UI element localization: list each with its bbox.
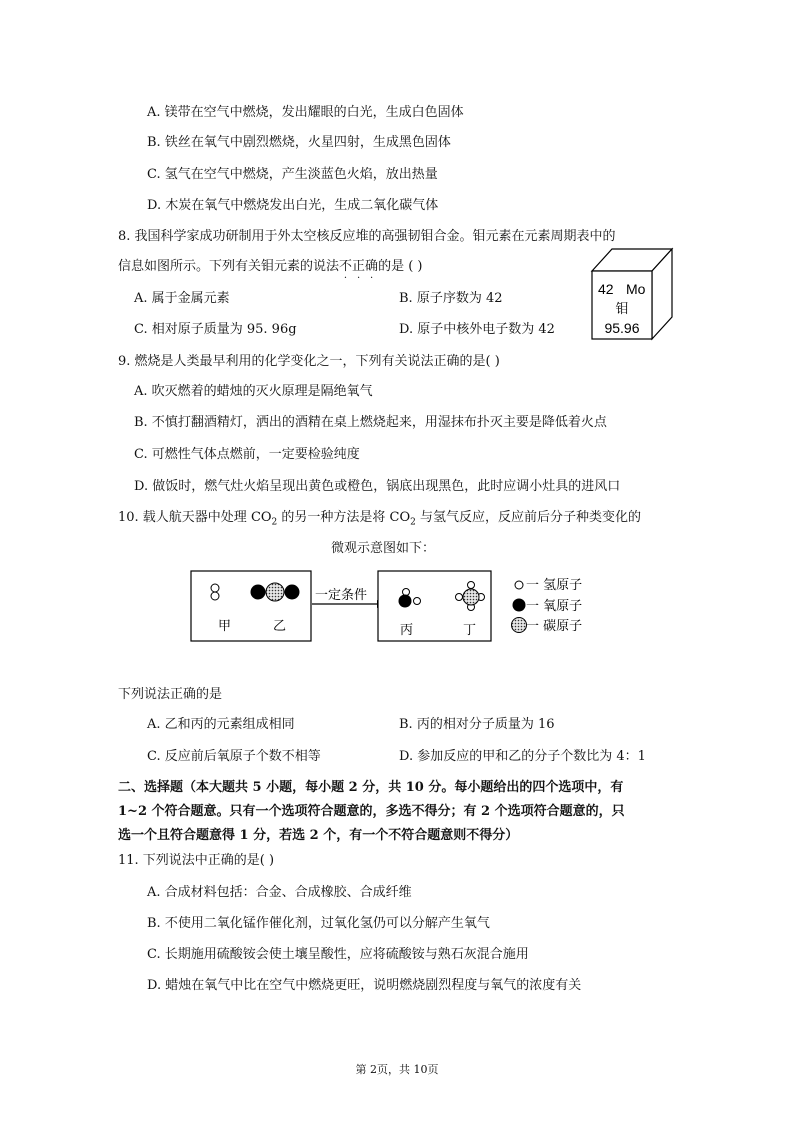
q11-option-c: C. 长期施用硫酸铵会使土壤呈酸性，应将硫酸铵与熟石灰混合施用 <box>147 947 529 962</box>
q7-option-a: A. 镁带在空气中燃烧，发出耀眼的白光，生成白色固体 <box>147 105 464 120</box>
q10-option-c: C. 反应前后氧原子个数不相等 <box>147 749 321 764</box>
label-jia: 甲 <box>218 619 232 634</box>
legend-hydrogen-icon <box>515 581 523 589</box>
q10-stem-line2: 微观示意图如下： <box>331 541 436 556</box>
label-yi: 乙 <box>273 619 287 634</box>
legend-oxygen-icon <box>513 599 526 612</box>
label-bing: 丙 <box>400 623 414 638</box>
q10-option-b: B. 丙的相对分子质量为 16 <box>399 717 555 732</box>
q11-option-b: B. 不使用二氧化锰作催化剂，过氧化氢仍可以分解产生氧气 <box>147 916 490 931</box>
section2-heading-line2: 1~2 个符合题意。只有一个选项符合题意的，多选不得分；有 2 个选项符合题意的，只 <box>118 804 625 819</box>
section2-heading-line3: 选一个且符合题意得 1 分，若选 2 个，有一个不符合题意则不得分） <box>118 828 519 843</box>
q10-subscript-1: 2 <box>271 517 278 528</box>
q7-option-c: C. 氢气在空气中燃烧，产生淡蓝色火焰，放出热量 <box>147 167 438 182</box>
q10-option-a: A. 乙和丙的元素组成相同 <box>147 717 295 732</box>
q10-stem-line1 <box>118 509 641 532</box>
reaction-microscopic-diagram <box>190 568 600 644</box>
q10-subscript-2: 2 <box>410 517 416 528</box>
page-footer: 第 2页，共 10页 <box>355 1063 439 1076</box>
q7-option-d: D. 木炭在氧气中燃烧发出白光，生成二氧化碳气体 <box>147 198 439 213</box>
q8-emphasis-1: 不 <box>339 259 353 274</box>
q10-stem-part1: 10. 载人航天器中处理 CO <box>118 510 272 525</box>
element-atomic-mass: 95.96 <box>604 320 640 336</box>
legend-oxygen: 一 氧原子 <box>526 599 583 614</box>
q10-stem-part3: 与氢气反应，反应前后分子种类变化的 <box>415 510 642 525</box>
reaction-condition: 一定条件 <box>315 588 368 603</box>
q11-option-d: D. 蜡烛在氧气中比在空气中燃烧更旺，说明燃烧剧烈程度与氧气的浓度有关 <box>147 978 582 993</box>
q8-stem-pre: 信息如图所示。下列有关钼元素的说法 <box>118 259 340 274</box>
legend-carbon: 一 碳原子 <box>526 619 583 634</box>
q8-emphasis-2: 正 <box>352 259 366 274</box>
q9-option-b: B. 不慎打翻酒精灯，洒出的酒精在桌上燃烧起来，用湿抹布扑灭主要是降低着火点 <box>134 415 607 430</box>
q9-option-d: D. 做饭时，燃气灶火焰呈现出黄色或橙色，锅底出现黑色，此时应调小灶具的进风口 <box>134 479 621 494</box>
q9-option-c: C. 可燃性气体点燃前，一定要检验纯度 <box>134 447 360 462</box>
q8-option-c: C. 相对原子质量为 95. 96g <box>134 322 297 337</box>
q9-stem: 9. 燃烧是人类最早利用的化学变化之一，下列有关说法正确的是( ) <box>118 354 500 369</box>
element-atomic-number: 42 <box>598 281 614 297</box>
section2-heading-line1: 二、选择题（本大题共 5 小题，每小题 2 分，共 10 分。每小题给出的四个选项中，有 <box>118 780 624 795</box>
legend-carbon-icon <box>512 618 527 633</box>
q9-option-a: A. 吹灭燃着的蜡烛的灭火原理是隔绝氧气 <box>134 384 373 399</box>
element-symbol: Mo <box>626 281 646 297</box>
q8-option-d: D. 原子中核外电子数为 42 <box>399 322 555 337</box>
carbon-dioxide-molecule-icon <box>251 583 300 601</box>
q8-option-a: A. 属于金属元素 <box>134 291 230 306</box>
q8-stem-post: 的是 ( ) <box>378 259 423 274</box>
q8-stem-line1: 8. 我国科学家成功研制用于外太空核反应堆的高强韧钼合金。钼元素在元素周期表中的 <box>118 229 616 244</box>
q11-stem: 11. 下列说法中正确的是( ) <box>118 853 275 868</box>
reactants-box <box>191 571 311 641</box>
q10-stem-part2: 的另一种方法是将 CO <box>277 510 411 525</box>
q11-option-a: A. 合成材料包括：合金、合成橡胶、合成纤维 <box>147 885 412 900</box>
q10-option-d: D. 参加反应的甲和乙的分子个数比为 4：1 <box>399 749 646 764</box>
q7-option-b: B. 铁丝在氧气中剧烈燃烧，火星四射，生成黑色固体 <box>147 135 451 150</box>
element-card-cube <box>588 241 676 341</box>
q8-stem-line2 <box>118 258 422 276</box>
q8-emphasis-3: 确 <box>365 259 379 274</box>
legend-hydrogen: 一 氢原子 <box>526 578 583 593</box>
q10-prompt: 下列说法正确的是 <box>118 687 223 702</box>
q8-option-b: B. 原子序数为 42 <box>399 291 503 306</box>
element-name: 钼 <box>615 302 629 317</box>
label-ding: 丁 <box>463 623 477 638</box>
